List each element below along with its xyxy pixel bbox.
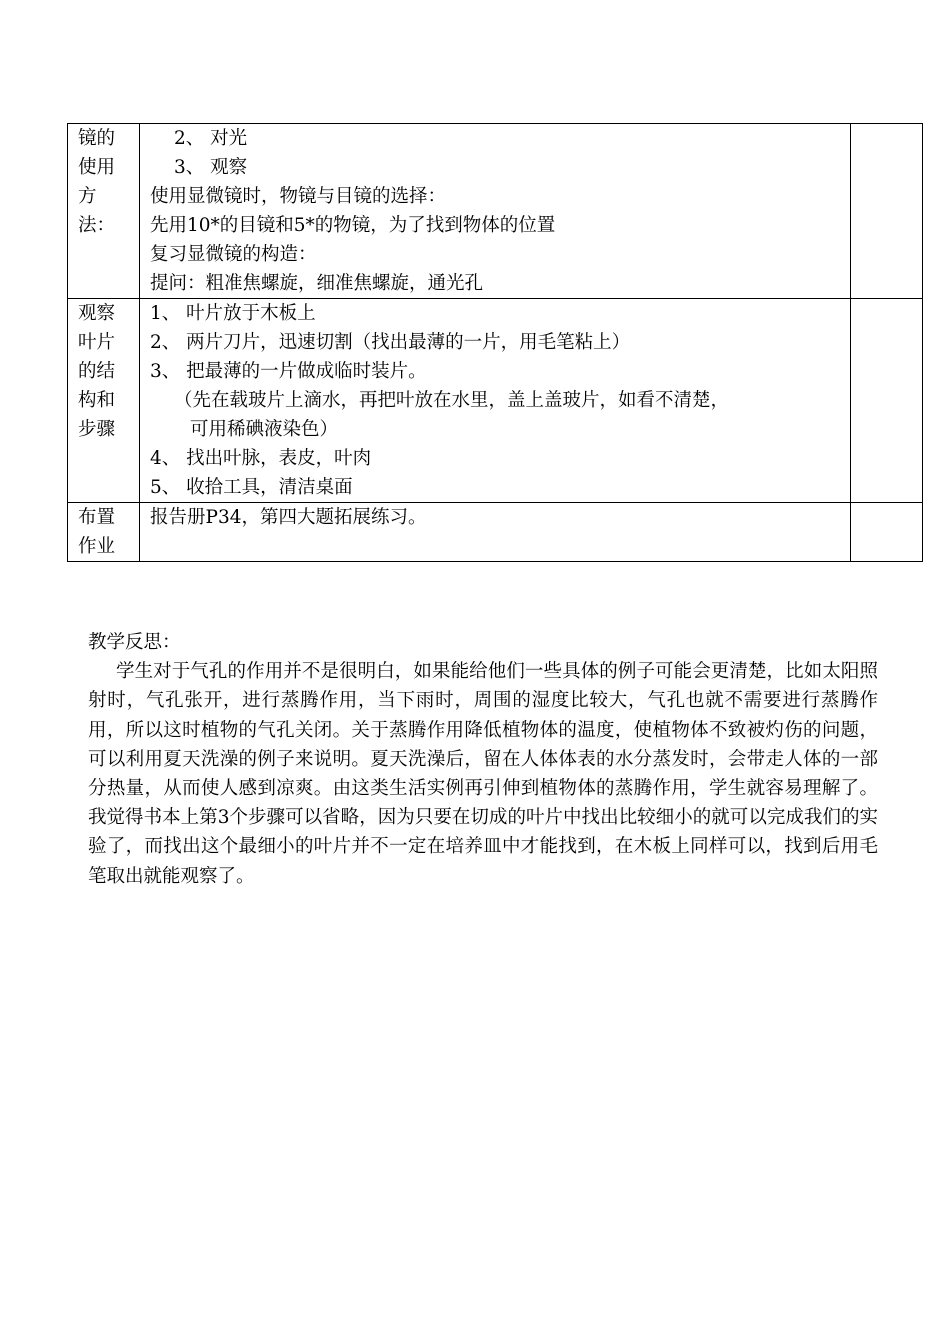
- row-label: 镜的使用方法：: [78, 128, 116, 236]
- row-content-cell: [140, 299, 851, 503]
- row-label-cell: [68, 299, 140, 503]
- content-line: 2、 对光: [174, 128, 248, 149]
- content-line: 3、 观察: [174, 157, 248, 178]
- content-line: 先用10*的目镜和5*的物镜，为了找到物体的位置: [150, 215, 556, 236]
- row-label-cell: [68, 124, 140, 299]
- row-label-cell: [68, 503, 140, 562]
- row-label: 观察叶片的结构和步骤: [78, 303, 116, 440]
- empty-cell: [851, 299, 923, 503]
- table-row: [68, 503, 923, 562]
- reflection-body: 学生对于气孔的作用并不是很明白，如果能给他们一些具体的例子可能会更清楚，比如太阳照射时，气孔张开，进行蒸腾作用，当下雨时，周围的湿度比较大，气孔也就不需要进行蒸腾作用，所以这时植物的气孔关闭。关于蒸腾作用降低植物体的温度，使植物体不致被灼伤的问题，可以利用夏天洗澡的例子来说明。夏天洗澡后，留在人体体表的水分蒸发时，会带走人体的一部分热量，从而使人感到凉爽。由这类生活实例再引伸到植物体的蒸腾作用，学生就容易理解了。我觉得书本上第3个步骤可以省略，因为只要在切成的叶片中找出比较细小的就可以完成我们的实验了，而找出这个最细小的叶片并不一定在培养皿中才能找到，在木板上同样可以，找到后用毛笔取出就能观察了。: [88, 661, 878, 887]
- content-line: 4、 找出叶脉，表皮，叶肉: [150, 448, 372, 469]
- reflection-title: 教学反思：: [88, 632, 181, 653]
- row-content-cell: [140, 124, 851, 299]
- teaching-reflection: [88, 628, 878, 891]
- row-label: 布置作业: [78, 507, 116, 557]
- content-line: 报告册P34，第四大题拓展练习。: [150, 507, 427, 528]
- lesson-plan-table: [67, 123, 923, 562]
- table-row: [68, 299, 923, 503]
- table-row: [68, 124, 923, 299]
- content-line: 提问：粗准焦螺旋，细准焦螺旋，通光孔: [150, 273, 484, 294]
- content-line: 使用显微镜时，物镜与目镜的选择：: [150, 186, 447, 207]
- row-content-cell: [140, 503, 851, 562]
- empty-cell: [851, 503, 923, 562]
- content-line: 2、 两片刀片，迅速切割（找出最薄的一片，用毛笔粘上）: [150, 332, 631, 353]
- content-line: 可用稀碘液染色）: [190, 419, 339, 440]
- content-line: 1、 叶片放于木板上: [150, 303, 316, 324]
- lesson-plan-table-body: [68, 124, 923, 562]
- content-line: （先在载玻片上滴水，再把叶放在水里，盖上盖玻片，如看不清楚，: [174, 390, 730, 411]
- empty-cell: [851, 124, 923, 299]
- content-line: 5、 收拾工具，清洁桌面: [150, 477, 353, 498]
- content-line: 3、 把最薄的一片做成临时装片。: [150, 361, 427, 382]
- content-line: 复习显微镜的构造：: [150, 244, 317, 265]
